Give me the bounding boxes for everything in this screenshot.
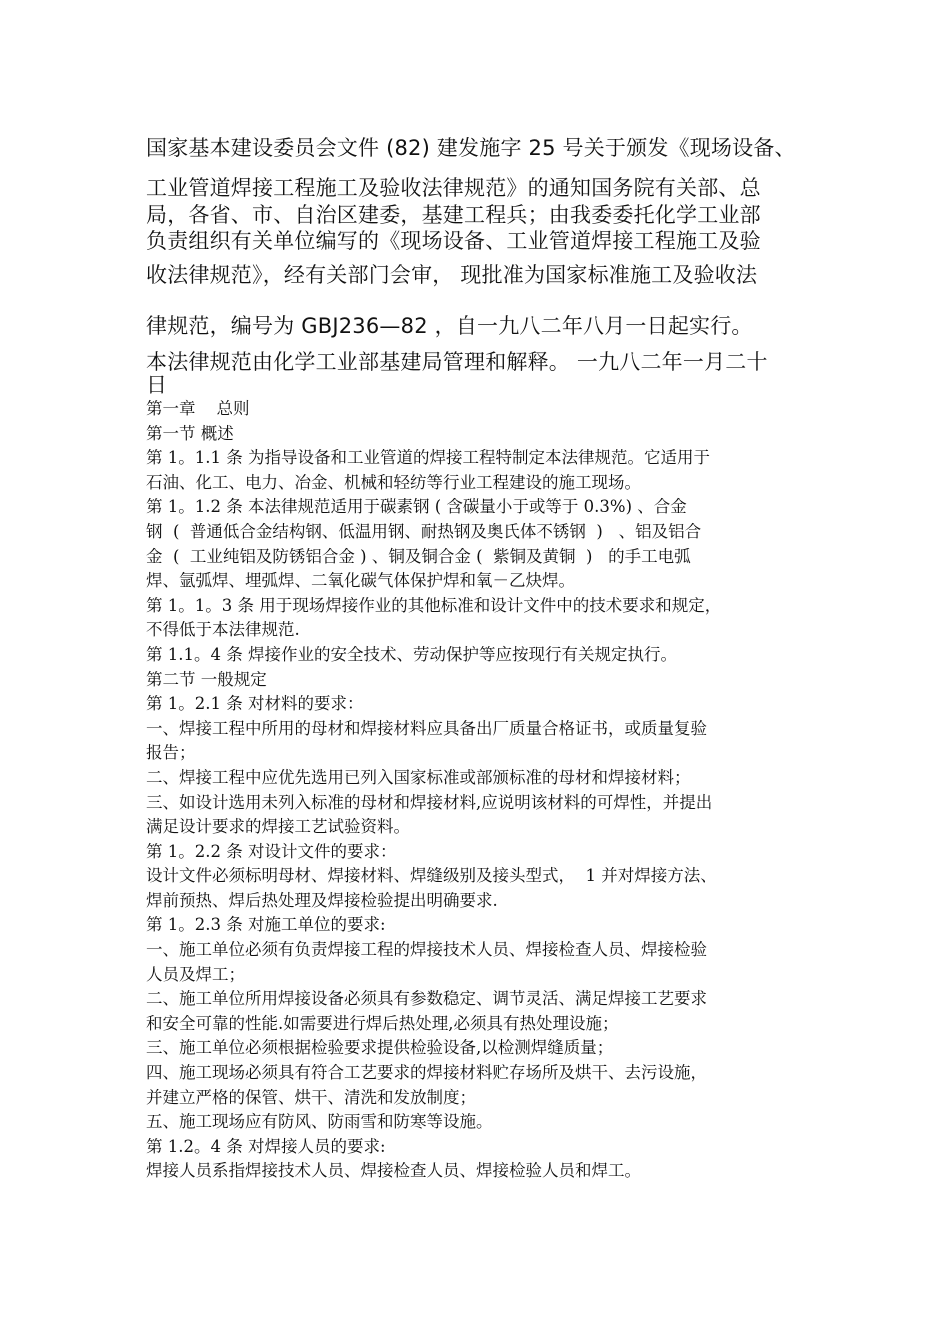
body-line: 焊、氩弧焊、埋弧焊、二氧化碳气体保护焊和氧－乙炔焊。 <box>146 571 575 591</box>
intro-line: 负责组织有关单位编写的《现场设备、工业管道焊接工程施工及验 <box>146 229 761 253</box>
chapter-heading: 第一章 总则 <box>146 399 250 418</box>
body-line: 第 1。1。3 条 用于现场焊接作业的其他标准和设计文件中的技术要求和规定， <box>146 595 722 615</box>
body-line: 和安全可靠的性能.如需要进行焊后热处理,必须具有热处理设施； <box>146 1013 619 1033</box>
body-line: 设计文件必须标明母材、焊接材料、焊缝级别及接头型式， 1 并对焊接方法、 <box>146 866 717 886</box>
intro-line: 日 <box>146 373 168 397</box>
intro-line: 局，各省、市、自治区建委，基建工程兵；由我委委托化学工业部 <box>146 203 761 227</box>
body-line: 第 1。1.2 条 本法律规范适用于碳素钢 ( 含碳量小于或等于 0.3%) 、合金 <box>146 497 687 517</box>
body-line: 第 1。2.3 条 对施工单位的要求: <box>146 915 386 935</box>
body-line: 五、施工现场应有防风、防雨雪和防寒等设施。 <box>146 1112 493 1132</box>
body-line: 一、焊接工程中所用的母材和焊接材料应具备出厂质量合格证书，或质量复验 <box>146 718 707 738</box>
body-line: 不得低于本法律规范. <box>146 620 300 640</box>
body-line: 钢 ( 普通低合金结构钢、低温用钢、耐热钢及奥氏体不锈钢 ) 、铝及铝合 <box>146 521 702 541</box>
body-line: 石油、化工、电力、冶金、机械和轻纺等行业工程建设的施工现场。 <box>146 472 641 492</box>
body-line: 第 1。2.1 条 对材料的要求： <box>146 694 364 714</box>
body-line: 人员及焊工； <box>146 964 245 984</box>
intro-line: 本法律规范由化学工业部基建局管理和解释。 一九八二年一月二十 <box>146 350 768 374</box>
intro-line: 律规范，编号为 GBJ236—82 ，自一九八二年八月一日起实行。 <box>146 314 753 338</box>
section-heading: 第二节 一般规定 <box>146 669 267 689</box>
body-line: 焊前预热、焊后热处理及焊接检验提出明确要求. <box>146 890 498 910</box>
body-line: 并建立严格的保管、烘干、清洗和发放制度； <box>146 1087 476 1107</box>
body-line: 一、施工单位必须有负责焊接工程的焊接技术人员、焊接检查人员、焊接检验 <box>146 940 707 960</box>
body-line: 第 1。1.1 条 为指导设备和工业管道的焊接工程特制定本法律规范。它适用于 <box>146 448 710 468</box>
body-line: 四、施工现场必须具有符合工艺要求的焊接材料贮存场所及烘干、去污设施， <box>146 1063 707 1083</box>
body-line: 金 ( 工业纯铝及防锈铝合金 ) 、铜及铜合金 ( 紫铜及黄铜 ) 的手工电弧 <box>146 546 691 566</box>
body-line: 第 1.1。4 条 焊接作业的安全技术、劳动保护等应按现行有关规定执行。 <box>146 644 677 664</box>
intro-line: 收法律规范》，经有关部门会审， 现批准为国家标准施工及验收法 <box>146 263 758 287</box>
body-line: 第 1.2。4 条 对焊接人员的要求: <box>146 1136 386 1156</box>
section-heading: 第一节 概述 <box>146 423 234 443</box>
body-line: 焊接人员系指焊接技术人员、焊接检查人员、焊接检验人员和焊工。 <box>146 1161 641 1181</box>
body-line: 二、施工单位所用焊接设备必须具有参数稳定、调节灵活、满足焊接工艺要求 <box>146 989 707 1009</box>
document-body <box>146 397 826 1184</box>
body-line: 三、如设计选用未列入标准的母材和焊接材料,应说明该材料的可焊性，并提出 <box>146 792 713 812</box>
body-line: 满足设计要求的焊接工艺试验资料。 <box>146 817 410 837</box>
body-line: 三、施工单位必须根据检验要求提供检验设备,以检测焊缝质量； <box>146 1038 614 1058</box>
body-line: 报告； <box>146 743 196 763</box>
body-line: 第 1。2.2 条 对设计文件的要求： <box>146 841 397 861</box>
intro-line: 工业管道焊接工程施工及验收法律规范》的通知国务院有关部、总 <box>146 176 761 200</box>
intro-line: 国家基本建设委员会文件 (82) 建发施字 25 号关于颁发《现场设备、 <box>146 136 796 160</box>
body-line: 二、焊接工程中应优先选用已列入国家标准或部颁标准的母材和焊接材料； <box>146 767 691 787</box>
